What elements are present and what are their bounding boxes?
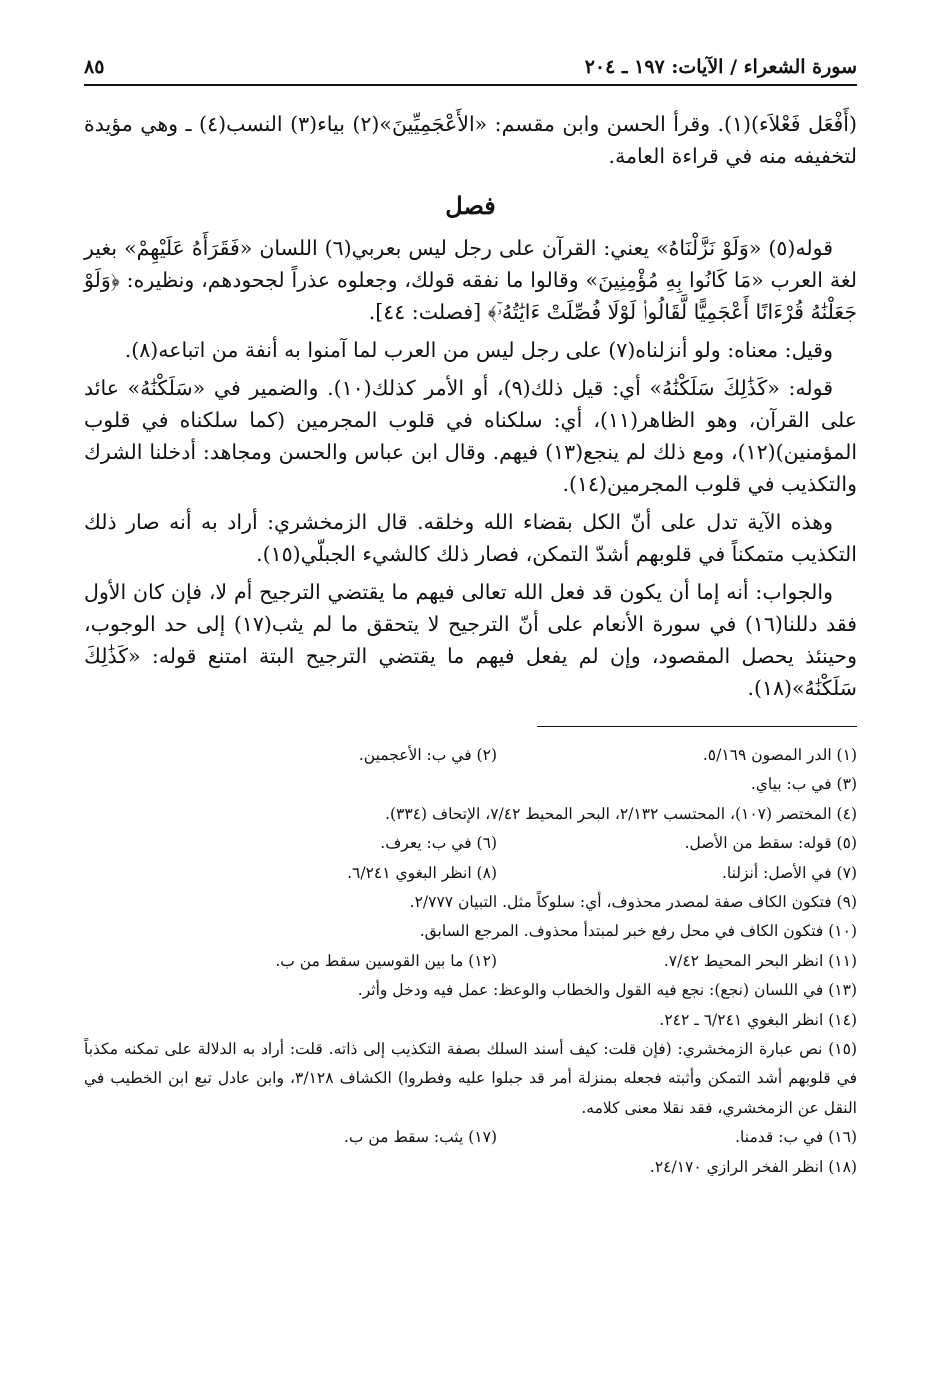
paragraph-2: قوله(٥) «وَلَوْ نَزَّلْنَاهُ» يعني: القرآن على رجل ليس بعربي(٦) اللسان «فَقَرَأَهُ عَلَيْهِمْ» بغير لغة العرب «مَا كَانُوا بِهِ مُؤْمِنِينَ» وقالوا ما نفقه قولك، وجعلوه عذراً لجحودهم، ونظيره: ﴿وَلَوْ جَعَلْنَٰهُ قُرْءَانًا أَعْجَمِيًّا لَّقَالُوا۟ لَوْلَا فُصِّلَتْ ءَايَٰتُهُۥٓ﴾ [فصلت: ٤٤].: [84, 236, 857, 324]
footnote-2: (٢) في ب: الأعجمين.: [358, 746, 497, 764]
footnote-3: (٣) في ب: بياي.: [750, 775, 857, 794]
footnote-row: [84, 1123, 857, 1152]
footnote-11: (١١) انظر البحر المحيط ٧/٤٢.: [663, 951, 857, 970]
footnote-5: (٥) قوله: سقط من الأصل.: [684, 834, 857, 853]
paragraph-4: قوله: «كَذَٰلِكَ سَلَكْنَٰهُ» أي: قيل ذلك(٩)، أو الأمر كذلك(١٠). والضمير في «سَلَكْنَٰهُ» عائد على القرآن، وهو الظاهر(١١)، أي: سلكناه في قلوب المجرمين (كما سلكناه في قلوب المؤمنين)(١٢)، ومع ذلك لم ينجع(١٣) فيهم. وقال ابن عباس والحسن ومجاهد: أدخلنا الشرك والتكذيب في قلوب المجرمين(١٤).: [84, 376, 858, 496]
paragraph-3: وقيل: معناه: ولو أنزلناه(٧) على رجل ليس من العرب لما آمنوا به أنفة من اتباعه(٨).: [124, 338, 833, 362]
footnote-row: [84, 1006, 857, 1035]
section-title: فصل: [445, 191, 496, 220]
running-head: [84, 56, 857, 86]
book-page: [84, 56, 857, 1182]
footnote-row: [84, 917, 857, 946]
footnotes: [84, 741, 857, 1182]
footnote-7: (٧) في الأصل: أنزلنا.: [721, 863, 857, 882]
footnote-15: (١٥) نص عبارة الزمخشري: (فإن قلت: كيف أسند السلك بصفة التكذيب إلى ذاته. قلت: أراد به الدلالة على تمكنه مكذباً في قلوبهم أشد التمكن وأثبته فجعله بمنزلة أمر قد جبلوا عليه وفطروا) الكشاف ٣/١٢٨، وابن عادل تبع ابن الخطيب في النقل عن الزمخشري، فقد نقلا معنى كلامه.: [84, 1040, 857, 1117]
footnote-17: (١٧) يثب: سقط من ب.: [343, 1128, 497, 1147]
footnote-10: (١٠) فتكون الكاف في محل رفع خبر لمبتدأ محذوف. المرجع السابق.: [419, 922, 857, 941]
footnote-13: (١٣) في اللسان (نجع): نجع فيه القول والخطاب والوعظ: عمل فيه ودخل وأثر.: [357, 981, 857, 1000]
paragraph-6: والجواب: أنه إما أن يكون قد فعل الله تعالى فيهم ما يقتضي الترجيح أم لا، فإن كان الأول فقد دللنا(١٦) في سورة الأنعام على أنّ الترجيح لا يتحقق ما لم يثب(١٧) إلى حد الوجوب، وحينئذ يحصل المقصود، وإن لم يفعل فيهم ما يقتضي الترجيح البتة امتنع قوله: «كَذَٰلِكَ سَلَكْنَٰهُ»(١٨).: [84, 580, 857, 700]
paragraph-1: (أَفْعَل فَعْلاَء)(١). وقرأ الحسن وابن مقسم: «الأَعْجَمِيِّينَ»(٢) بياء(٣) النسب(٤) ـ وهي مؤيدة لتخفيفه منه في قراءة العامة.: [84, 112, 858, 168]
paragraph-5: وهذه الآية تدل على أنّ الكل بقضاء الله وخلقه. قال الزمخشري: أراد به أنه صار ذلك التكذيب متمكناً في قلوبهم أشدّ التمكن، فصار ذلك كالشيء الجبلّي(١٥).: [84, 510, 857, 566]
footnote-row: [84, 976, 857, 1005]
footnote-row: [84, 947, 857, 976]
footnote-1: (١) الدر المصون ٥/١٦٩.: [702, 746, 857, 764]
footnote-12: (١٢) ما بين القوسين سقط من ب.: [275, 951, 497, 970]
footnote-row: [84, 829, 857, 858]
footnote-row: [84, 741, 857, 770]
footnote-16: (١٦) في ب: قدمنا.: [735, 1128, 857, 1147]
footnote-row: [84, 1153, 857, 1182]
footnote-18: (١٨) انظر الفخر الرازي ٢٤/١٧٠.: [649, 1157, 857, 1176]
page-number: ٨٥: [84, 56, 105, 78]
footnote-row: [84, 888, 857, 917]
footnote-separator: [537, 726, 857, 727]
running-title: سورة الشعراء / الآيات: ١٩٧ ـ ٢٠٤: [584, 56, 857, 78]
main-text: [84, 108, 857, 704]
footnote-9: (٩) فتكون الكاف صفة لمصدر محذوف، أي: سلوكاً مثل. التبيان ٢/٧٧٧.: [409, 893, 857, 912]
footnote-4: (٤) المختصر (١٠٧)، المحتسب ٢/١٣٢، البحر المحيط ٧/٤٢، الإتحاف (٣٣٤).: [385, 804, 857, 823]
footnote-14: (١٤) انظر البغوي ٦/٢٤١ ـ ٢٤٢.: [659, 1010, 857, 1029]
footnote-row: [84, 800, 857, 829]
footnote-row: [84, 770, 857, 799]
footnote-row: [84, 859, 857, 888]
footnote-6: (٦) في ب: يعرف.: [380, 834, 497, 853]
footnote-8: (٨) انظر البغوي ٦/٢٤١.: [347, 863, 497, 882]
